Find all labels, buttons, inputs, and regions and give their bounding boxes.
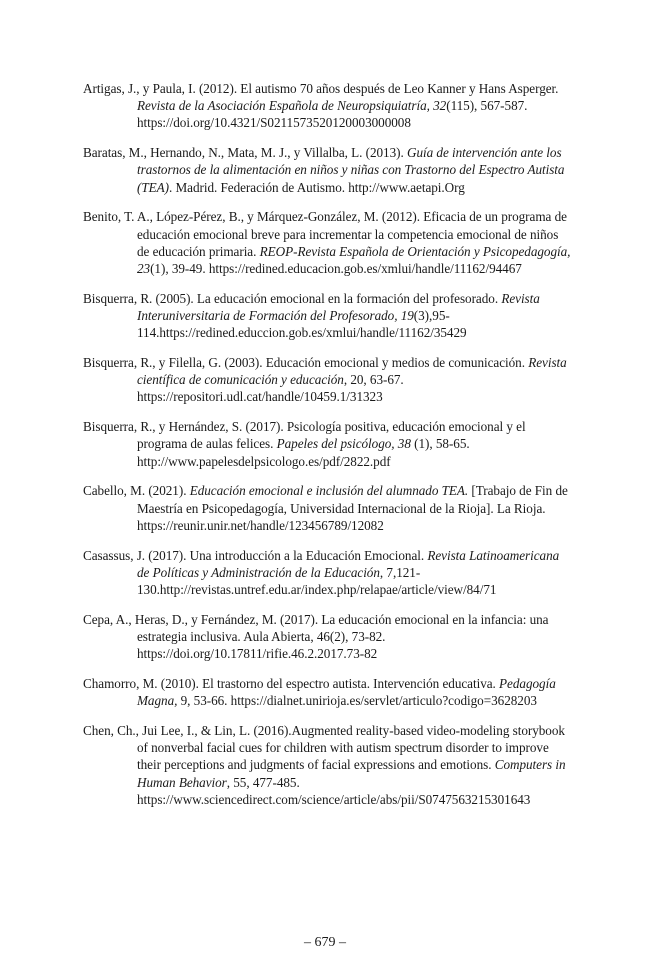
reference-text: Benito, T. A., López-Pérez, B., y Márquez-González, M. (2012). Eficacia de un programa de educación emocional breve para incrementar la competencia emocional de niños de educación primaria. — [83, 209, 567, 259]
reference-entry — [83, 675, 571, 709]
page-number: – 679 – — [304, 935, 346, 950]
reference-details: (115), 567-587. https://doi.org/10.4321/S0211573520120003000008 — [137, 98, 528, 131]
reference-journal: Revista de la Asociación Española de Neuropsiquiatría, 32 — [137, 98, 447, 114]
reference-details: . Madrid. Federación de Autismo. http://www.aetapi.Org — [168, 179, 465, 195]
reference-text: Bisquerra, R., y Hernández, S. (2017). Psicología positiva, educación emocional y el programa de aulas felices. — [83, 419, 526, 452]
reference-details: , 20, 63-67. https://repositori.udl.cat/handle/10459.1/31323 — [137, 372, 404, 405]
reference-journal: Guía de intervención ante los trastornos de la alimentación en niños y niñas con Trastorno del Espectro Autista (TEA) — [137, 145, 565, 195]
reference-details: (1), 58-65. http://www.papelesdelpsicologo.es/pdf/2822.pdf — [137, 436, 470, 469]
reference-entry — [83, 418, 571, 470]
reference-details: (1), 39-49. https://redined.educacion.gob.es/xmlui/handle/11162/94467 — [150, 261, 522, 277]
reference-entry — [83, 208, 571, 277]
reference-details: 9, 53-66. https://dialnet.unirioja.es/servlet/articulo?codigo=3628203 — [177, 693, 537, 709]
reference-entry — [83, 722, 571, 808]
reference-text: Cepa, A., Heras, D., y Fernández, M. (2017). La educación emocional en la infancia: una estrategia inclusiva. Aula Abierta, 46(2), 73-82. https://doi.org/10.17811/rifie.46.2.2017.73-82 — [83, 611, 549, 662]
reference-journal: Revista científica de comunicación y educación — [137, 355, 567, 388]
reference-text: Cabello, M. (2021). — [83, 483, 190, 499]
reference-entry — [83, 80, 571, 132]
reference-text: Bisquerra, R., y Filella, G. (2003). Educación emocional y medios de comunicación. — [83, 355, 529, 371]
reference-entry — [83, 547, 571, 599]
reference-journal: Computers in Human Behavior — [137, 757, 566, 790]
reference-details: , 7,121-130.http://revistas.untref.edu.ar/index.php/relapae/article/view/84/71 — [137, 564, 497, 598]
reference-entry — [83, 354, 571, 406]
reference-entry — [83, 290, 571, 342]
reference-details: [Trabajo de Fin de Maestría en Psicopedagogía, Universidad Internacional de la Rioja]. La Rioja. https://reunir.unir.net/handle/123456789/12082 — [137, 483, 568, 533]
reference-text: Artigas, J., y Paula, I. (2012). El autismo 70 años después de Leo Kanner y Hans Asperger. — [83, 81, 559, 96]
reference-text: Casassus, J. (2017). Una introducción a la Educación Emocional. — [83, 547, 428, 563]
reference-journal: REOP-Revista Española de Orientación y Psicopedagogía, 23 — [137, 243, 571, 277]
reference-text: Baratas, M., Hernando, N., Mata, M. J., y Villalba, L. (2013). — [83, 145, 407, 161]
reference-journal: Pedagogía Magna, — [137, 676, 556, 709]
reference-details: , 55, 477-485. https://www.sciencedirect.com/science/article/abs/pii/S0747563215301643 — [137, 774, 531, 807]
reference-details: (3),95-114.https://redined.educcion.gob.es/xmlui/handle/11162/35429 — [137, 308, 467, 341]
reference-journal: Revista Latinoamericana de Políticas y Administración de la Educación — [137, 547, 560, 580]
reference-journal: Revista Interuniversitaria de Formación del Profesorado, 19 — [137, 290, 540, 324]
reference-journal: Educación emocional e inclusión del alumnado TEA. — [189, 483, 469, 499]
reference-entry — [83, 482, 571, 534]
reference-text: Chamorro, M. (2010). El trastorno del espectro autista. Intervención educativa. — [83, 676, 500, 692]
reference-list — [83, 80, 571, 821]
reference-text: Chen, Ch., Jui Lee, I., & Lin, L. (2016).Augmented reality-based video-modeling storybook of nonverbal facial cues for children with autism spectrum disorder to improve their perceptions and judgments of facial expressions and emotions. — [83, 723, 565, 773]
reference-entry — [83, 144, 571, 196]
reference-entry — [83, 611, 571, 663]
reference-text: Bisquerra, R. (2005). La educación emocional en la formación del profesorado. — [83, 290, 502, 306]
reference-journal: Papeles del psicólogo, 38 — [276, 436, 411, 452]
